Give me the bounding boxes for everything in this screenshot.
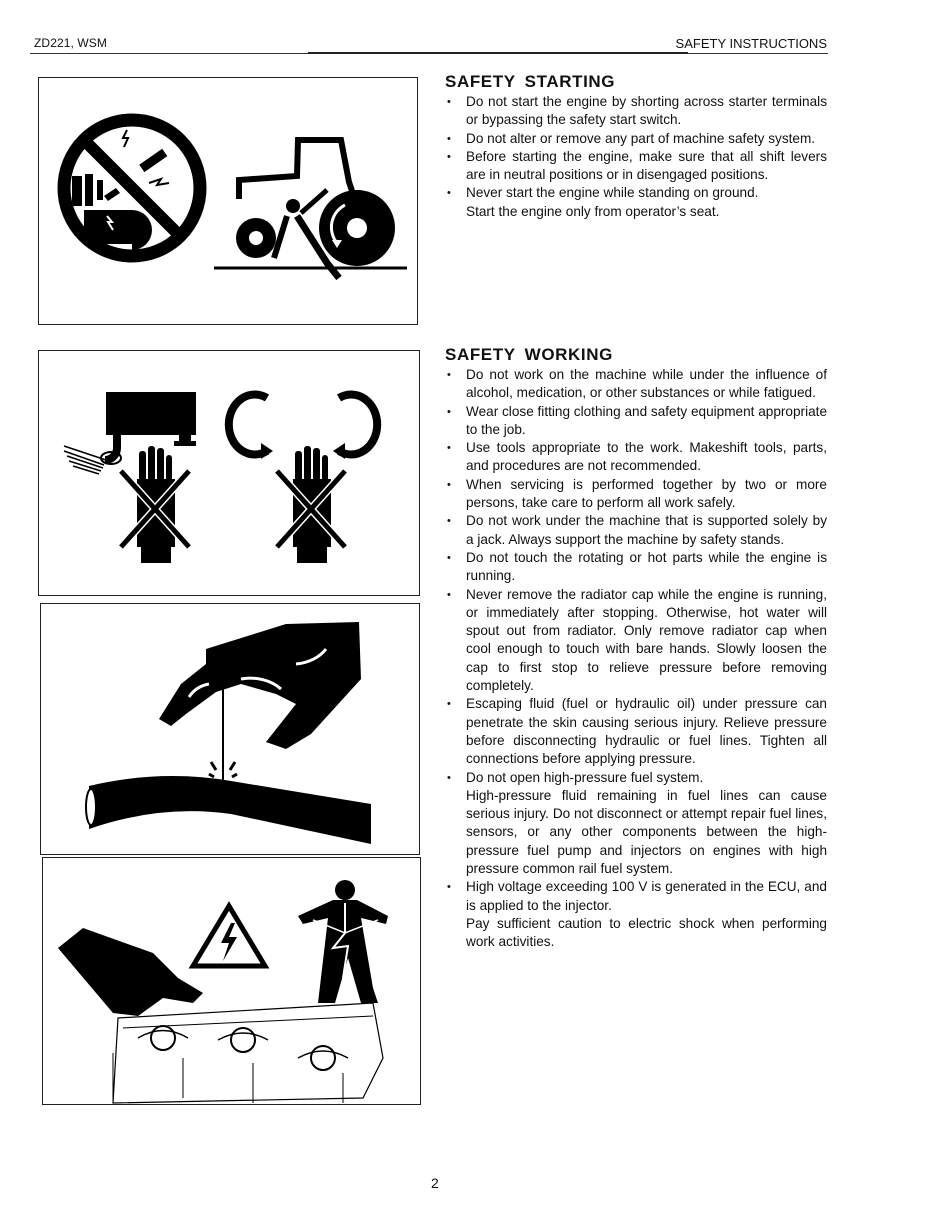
figure-high-pressure-fluid <box>40 603 420 855</box>
list-item-text: • Do not alter or remove any part of machine safety system. <box>466 130 816 146</box>
high-pressure-fluid-illustration <box>41 604 419 854</box>
section-safety-working <box>445 345 827 952</box>
list-item-text: • When servicing is performed together by two or more persons, take care to perform all work safely. <box>466 476 827 511</box>
list-item-text: • Do not touch the rotating or hot parts while the engine is running. <box>466 549 827 584</box>
list-item-text: • Never start the engine while standing on ground. <box>466 185 759 201</box>
list-item <box>445 476 827 513</box>
list-item-text: • Before starting the engine, make sure that all shift levers are in neutral positions or in disengaged positions. <box>466 148 827 183</box>
figure-hot-rotating-parts <box>38 350 420 596</box>
list-item-text: • Do not work under the machine that is supported solely by a jack. Always support the machine by safety stands. <box>466 513 827 547</box>
hot-rotating-parts-illustration <box>39 351 419 595</box>
list-item <box>445 403 827 440</box>
header-rule-accent <box>308 52 688 54</box>
list-item <box>445 148 827 185</box>
list-item <box>445 184 827 221</box>
figure-safety-starting <box>38 77 418 325</box>
list-item <box>445 439 827 476</box>
list-item-text: • Wear close fitting clothing and safety equipment appropriate to the job. <box>466 403 827 437</box>
list-item <box>445 130 827 148</box>
list-item-text: • Do not open high-pressure fuel system. <box>466 769 704 785</box>
no-shorting-starter-prohibition-icon <box>64 120 200 256</box>
list-item <box>445 93 827 130</box>
running-header-left: ZD221, WSM <box>34 36 108 50</box>
section-title: SAFETY WORKING <box>445 345 613 364</box>
bullet-list <box>445 93 827 221</box>
safety-starting-illustration <box>39 78 417 324</box>
list-item-text: High-pressure fluid remaining in fuel lines can cause serious injury. Do not disconnect or attempt repair fuel lines, sensors, or any other components between the high-pressure fuel pump and injectors on engines with high pressure common rail fuel system. <box>466 787 827 877</box>
list-item-text: • Do not work on the machine while under the influence of alcohol, medication, or other substances or while fatigued. <box>466 367 827 401</box>
list-item <box>445 366 827 403</box>
tractor-runover-hazard-icon <box>214 140 407 278</box>
list-item <box>445 586 827 696</box>
list-item <box>445 695 827 768</box>
electrocuted-person-icon <box>298 880 388 1003</box>
page-number: 2 <box>431 1175 439 1191</box>
list-item <box>445 512 827 549</box>
electric-shock-warning-triangle-icon <box>193 906 265 966</box>
list-item <box>445 769 827 879</box>
bullet-list <box>445 366 827 952</box>
list-item-text: • High voltage exceeding 100 V is generated in the ECU, and is applied to the injector. <box>466 879 827 913</box>
crossed-hand-icon <box>121 446 189 563</box>
section-title: SAFETY STARTING <box>445 72 616 91</box>
electric-shock-illustration <box>43 858 420 1104</box>
list-item-text: Pay sufficient caution to electric shock when performing work activities. <box>466 915 827 950</box>
list-item-text: • Never remove the radiator cap while the engine is running, or immediately after stopping. Otherwise, hot water will spout out from radiator. Only remove radiator cap when cool enough to touch with bare hands. Slowly loosen the cap to first stop to relieve pressure before removing completely. <box>466 586 827 694</box>
list-item-text: • Escaping fluid (fuel or hydraulic oil) under pressure can penetrate the skin causing serious injury. Relieve pressure before disconnecting hydraulic or fuel lines. Tighten all connections before applying pressure. <box>466 696 827 767</box>
high-pressure-fluid-hand-hose-icon <box>86 622 371 844</box>
running-header-right: SAFETY INSTRUCTIONS <box>675 36 827 51</box>
hot-parts-no-touch-icon <box>64 392 196 563</box>
list-item-text: Start the engine only from operator’s seat. <box>466 203 720 219</box>
list-item-text: • Do not start the engine by shorting across starter terminals or bypassing the safety start switch. <box>466 94 827 128</box>
list-item <box>445 878 827 951</box>
list-item-text: • Use tools appropriate to the work. Makeshift tools, parts, and procedures are not recommended. <box>466 440 827 474</box>
list-item <box>445 549 827 586</box>
rotating-parts-no-touch-icon <box>229 395 377 564</box>
figure-electric-shock <box>42 857 421 1105</box>
crossed-hand-icon <box>277 446 345 563</box>
section-safety-starting <box>445 72 827 221</box>
